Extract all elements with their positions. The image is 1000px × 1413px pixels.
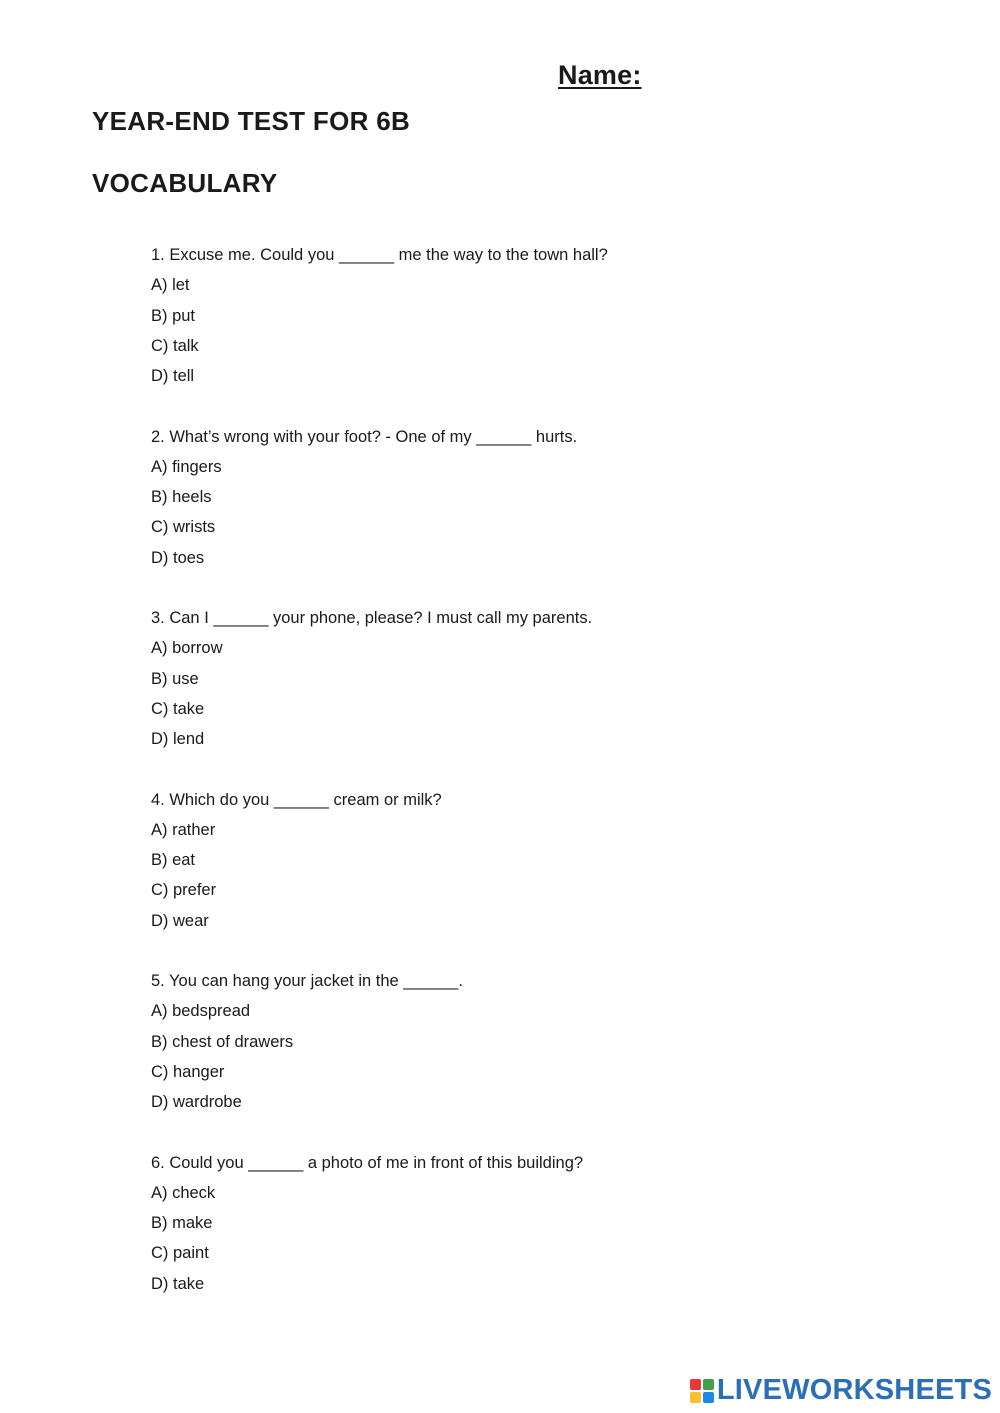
option-a[interactable]: A) rather xyxy=(151,820,216,839)
option-c[interactable]: C) paint xyxy=(151,1244,209,1263)
option-b[interactable]: B) put xyxy=(151,306,196,325)
question-4 xyxy=(151,790,911,972)
option-b[interactable]: B) use xyxy=(151,669,199,688)
option-a[interactable]: A) check xyxy=(151,1183,216,1202)
option-c[interactable]: C) talk xyxy=(151,336,199,355)
question-6 xyxy=(151,1153,911,1335)
option-d[interactable]: D) toes xyxy=(151,548,205,567)
logo-square xyxy=(703,1392,714,1403)
option-b[interactable]: B) chest of drawers xyxy=(151,1032,294,1051)
option-c[interactable]: C) prefer xyxy=(151,881,217,900)
option-a[interactable]: A) fingers xyxy=(151,457,222,476)
test-title: YEAR-END TEST FOR 6B xyxy=(92,106,411,136)
option-c[interactable]: C) wrists xyxy=(151,518,216,537)
option-b[interactable]: B) heels xyxy=(151,488,212,507)
option-c[interactable]: C) take xyxy=(151,699,205,718)
question-text: 3. Can I ______ your phone, please? I must call my parents. xyxy=(151,609,593,627)
option-a[interactable]: A) let xyxy=(151,276,190,295)
question-list xyxy=(151,245,911,1334)
question-text: 2. What’s wrong with your foot? - One of my ______ hurts. xyxy=(151,427,578,446)
section-title: VOCABULARY xyxy=(92,168,278,198)
option-a[interactable]: A) bedspread xyxy=(151,1002,251,1021)
logo-square xyxy=(690,1392,701,1403)
option-d[interactable]: D) wardrobe xyxy=(151,1093,242,1112)
option-b[interactable]: B) make xyxy=(151,1214,213,1233)
option-d[interactable]: D) wear xyxy=(151,911,209,930)
liveworksheets-logo xyxy=(690,1374,992,1407)
question-text: 4. Which do you ______ cream or milk? xyxy=(151,790,442,809)
question-text: 1. Excuse me. Could you ______ me the way to the town hall? xyxy=(151,246,608,264)
logo-square xyxy=(703,1379,714,1390)
question-2 xyxy=(151,427,911,609)
question-1 xyxy=(151,245,911,427)
option-d[interactable]: D) tell xyxy=(151,367,195,386)
logo-text: LIVEWORKSHEETS xyxy=(716,1374,992,1406)
logo-square xyxy=(690,1379,701,1390)
logo-icon xyxy=(690,1379,714,1403)
option-b[interactable]: B) eat xyxy=(151,851,196,870)
question-5 xyxy=(151,971,911,1153)
option-d[interactable]: D) lend xyxy=(151,730,205,749)
option-d[interactable]: D) take xyxy=(151,1274,205,1293)
question-text: 5. You can hang your jacket in the ______. xyxy=(151,972,463,990)
question-3 xyxy=(151,608,911,790)
option-a[interactable]: A) borrow xyxy=(151,639,223,658)
option-c[interactable]: C) hanger xyxy=(151,1062,225,1081)
name-label: Name: xyxy=(558,60,642,90)
question-text: 6. Could you ______ a photo of me in front of this building? xyxy=(151,1153,584,1172)
